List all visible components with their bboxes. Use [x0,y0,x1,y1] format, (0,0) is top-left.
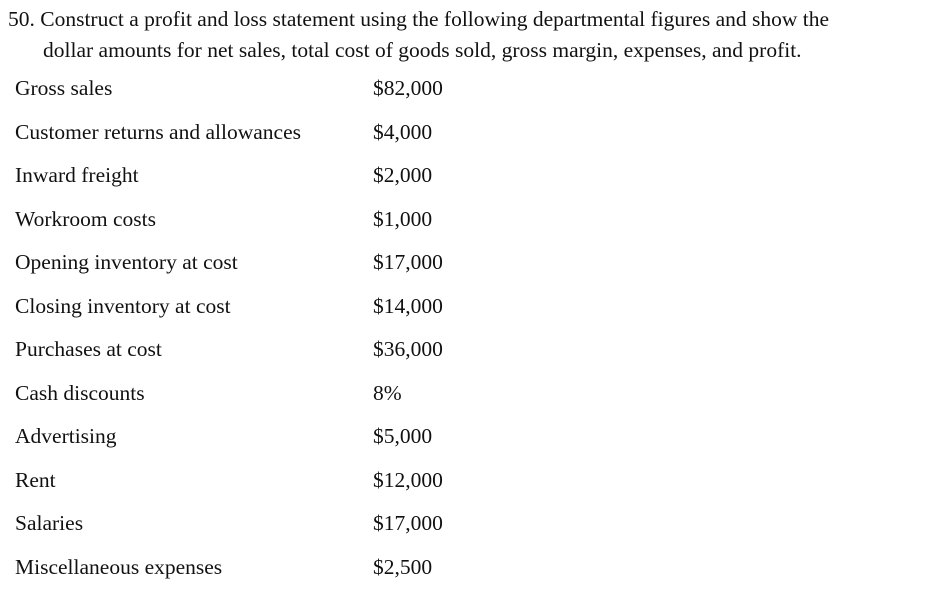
question-line-1 [8,4,930,35]
figure-row-inward-freight [15,157,615,201]
question-text [8,4,930,66]
figure-row-advertising [15,418,615,462]
figure-value: $5,000 [373,424,433,448]
figure-row-closing-inventory [15,288,615,332]
figure-row-cash-discounts [15,375,615,419]
figure-label: Opening inventory at cost [15,250,238,274]
figure-label: Salaries [15,511,84,535]
figure-label: Closing inventory at cost [15,293,231,318]
figure-row-workroom-costs [15,201,615,245]
figure-row-salaries [15,505,615,549]
figure-value: $17,000 [373,511,443,535]
figure-row-rent [15,462,615,506]
figure-value: $17,000 [373,250,443,274]
figure-label: Customer returns and allowances [15,119,301,144]
figure-label: Advertising [15,424,117,448]
figure-value: 8% [373,380,402,405]
figure-value: $82,000 [373,76,443,100]
figure-label: Rent [15,467,56,492]
question-line-1-text: Construct a profit and loss statement using the following departmental figures and show the [40,7,830,31]
figure-row-gross-sales [15,70,615,114]
figure-value: $2,500 [373,554,433,579]
figure-label: Inward freight [15,163,139,187]
question-number: 50. [8,7,35,31]
figure-row-miscellaneous [15,549,615,592]
figure-value: $14,000 [373,293,443,318]
figure-label: Purchases at cost [15,337,162,361]
figure-row-opening-inventory [15,244,615,288]
figure-value: $12,000 [373,467,443,492]
figure-label: Workroom costs [15,206,156,231]
figure-value: $2,000 [373,163,433,187]
question-line-2: dollar amounts for net sales, total cost of goods sold, gross margin, expenses, and profit. [43,38,802,62]
figure-label: Gross sales [15,76,113,100]
figure-label: Cash discounts [15,380,145,405]
figure-value: $4,000 [373,119,433,144]
figure-value: $36,000 [373,337,443,361]
figure-row-purchases [15,331,615,375]
figure-row-customer-returns [15,114,615,158]
figures-table [15,70,615,592]
figure-label: Miscellaneous expenses [15,554,223,579]
figure-value: $1,000 [373,206,433,231]
